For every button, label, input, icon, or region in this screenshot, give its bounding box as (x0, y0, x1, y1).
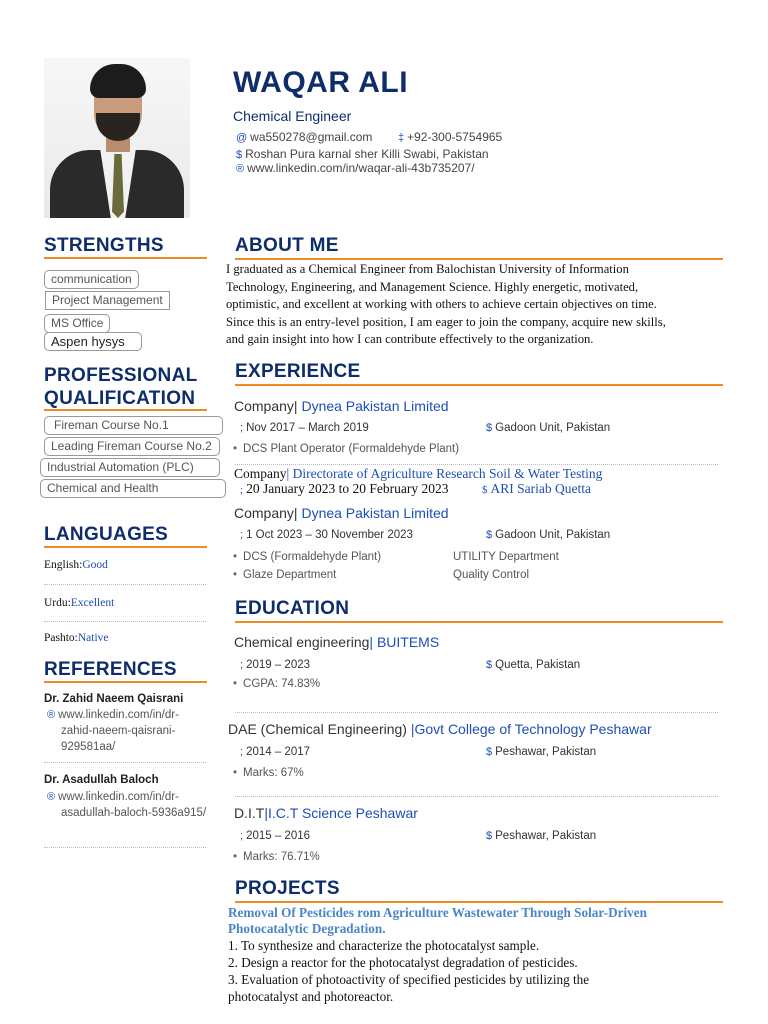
education-title: D.I.T|I.C.T Science Peshawar (234, 805, 418, 821)
education-location: $ Quetta, Pakistan (486, 659, 581, 671)
phone-line (398, 130, 502, 144)
reference-link[interactable]: ® www.linkedin.com/in/dr- zahid-naeem-qaisrani- 929581aa/ (47, 709, 179, 753)
references-rule (44, 681, 207, 683)
education-title: Chemical engineering| BUITEMS (234, 634, 440, 650)
link-icon: ® (47, 709, 56, 721)
address-line (236, 147, 489, 161)
strengths-rule (44, 257, 207, 259)
language-item: Urdu:Excellent (44, 597, 115, 609)
job-bullet: • Glaze Department (233, 569, 336, 581)
address-text: Roshan Pura karnal sher Killi Swabi, Pakistan (245, 147, 489, 161)
reference-name: Dr. Zahid Naeem Qaisrani (44, 693, 184, 705)
divider (44, 847, 206, 848)
job-location: $ Gadoon Unit, Pakistan (486, 422, 611, 434)
education-note: • Marks: 76.71% (233, 851, 320, 863)
divider (44, 762, 206, 763)
divider (44, 584, 206, 585)
phone-icon: ‡ (398, 132, 405, 144)
job-bullet: • DCS Plant Operator (Formaldehyde Plant) (233, 443, 459, 455)
link-icon: ® (47, 791, 56, 803)
job-location: $ ARI Sariab Quetta (482, 481, 591, 496)
references-heading: REFERENCES (44, 659, 177, 680)
strength-pill: Project Management (45, 291, 170, 310)
project-details: 1. To synthesize and characterize the photocatalyst sample. 2. Design a reactor for the photocatalyst degradation of pesticides. 3. Evaluation of photoactivity of specified pesticides by utilizing the photocatalyst and photoreactor. (228, 938, 590, 1004)
education-heading: EDUCATION (235, 598, 350, 619)
qualification-pill: Industrial Automation (PLC) (40, 458, 220, 477)
education-rule (235, 621, 723, 623)
phone-text: +92-300-5754965 (407, 130, 503, 144)
divider (235, 796, 718, 797)
about-text: I graduated as a Chemical Engineer from Balochistan University of Information Technology, Engineering, and Management Science. Highly energetic, motivated, optimistic, and excellent at working with others to achieve certain objectives on time. Since this is an entry-level position, I am eager to join the company, acquire new skills, and gain insight into how I can contribute effectively to the organization. (226, 262, 666, 347)
job-location: $ Gadoon Unit, Pakistan (486, 529, 611, 541)
job-bullet: Quality Control (453, 569, 530, 581)
qualification-pill: Chemical and Health (40, 479, 226, 498)
location-icon: $ (236, 149, 243, 161)
language-item: Pashto:Native (44, 632, 109, 644)
job-dates: ; 1 Oct 2023 – 30 November 2023 (240, 529, 413, 541)
education-location: $ Peshawar, Pakistan (486, 830, 597, 842)
location-icon: $ (482, 484, 488, 496)
job-dates: ; Nov 2017 – March 2019 (240, 422, 369, 434)
strength-pill: Aspen hysys (44, 332, 142, 351)
education-location: $ Peshawar, Pakistan (486, 746, 597, 758)
divider (235, 464, 718, 465)
education-dates: ; 2019 – 2023 (240, 659, 311, 671)
linkedin-text[interactable]: www.linkedin.com/in/waqar-ali-43b735207/ (247, 161, 475, 175)
projects-heading: PROJECTS (235, 878, 340, 899)
location-icon: $ (486, 659, 493, 671)
location-icon: $ (486, 746, 493, 758)
projects-rule (235, 901, 723, 903)
location-icon: $ (486, 422, 493, 434)
calendar-icon: ; (240, 830, 244, 842)
job-title: Chemical Engineer (233, 108, 352, 124)
calendar-icon: ; (240, 484, 244, 496)
divider (44, 621, 206, 622)
about-rule (235, 258, 723, 260)
strength-pill: MS Office (44, 314, 110, 333)
link-icon: ® (236, 163, 245, 175)
education-note: • Marks: 67% (233, 767, 304, 779)
education-dates: ; 2015 – 2016 (240, 830, 311, 842)
job-title-line: Company| Dynea Pakistan Limited (234, 505, 449, 521)
job-title-line: Company| Dynea Pakistan Limited (234, 398, 449, 414)
linkedin-line (236, 161, 475, 175)
languages-heading: LANGUAGES (44, 524, 169, 545)
email-icon: @ (236, 132, 248, 144)
job-title-line: Company| Directorate of Agriculture Research Soil & Water Testing (234, 466, 603, 481)
calendar-icon: ; (240, 659, 244, 671)
location-icon: $ (486, 529, 493, 541)
strength-pill: communication (44, 270, 139, 289)
calendar-icon: ; (240, 529, 244, 541)
education-dates: ; 2014 – 2017 (240, 746, 311, 758)
qualification-heading: PROFESSIONAL QUALIFICATION (44, 365, 198, 409)
qualification-pill: Leading Fireman Course No.2 (44, 437, 220, 456)
candidate-name: WAQAR ALI (233, 66, 409, 99)
divider (235, 712, 718, 713)
languages-rule (44, 546, 207, 548)
reference-name: Dr. Asadullah Baloch (44, 774, 159, 786)
calendar-icon: ; (240, 422, 244, 434)
job-bullet: • DCS (Formaldehyde Plant) (233, 551, 381, 563)
language-item: English:Good (44, 559, 108, 571)
email-line (236, 130, 372, 144)
strengths-heading: STRENGTHS (44, 235, 164, 256)
profile-photo (44, 58, 190, 218)
qualification-rule (44, 409, 207, 411)
education-title: DAE (Chemical Engineering) |Govt College of Technology Peshawar (228, 721, 652, 737)
experience-rule (235, 384, 723, 386)
job-dates: ; 20 January 2023 to 20 February 2023 (240, 481, 449, 496)
experience-heading: EXPERIENCE (235, 361, 361, 382)
qualification-pill: Fireman Course No.1 (44, 416, 223, 435)
calendar-icon: ; (240, 746, 244, 758)
location-icon: $ (486, 830, 493, 842)
about-heading: ABOUT ME (235, 235, 339, 256)
email-text[interactable]: wa550278@gmail.com (250, 130, 373, 144)
project-title: Removal Of Pesticides rom Agriculture Wastewater Through Solar-Driven Photocatalytic Degradation. (228, 905, 647, 936)
education-note: • CGPA: 74.83% (233, 678, 320, 690)
job-bullet: UTILITY Department (453, 551, 559, 563)
reference-link[interactable]: ® www.linkedin.com/in/dr- asadullah-baloch-5936a915/ (47, 791, 207, 819)
